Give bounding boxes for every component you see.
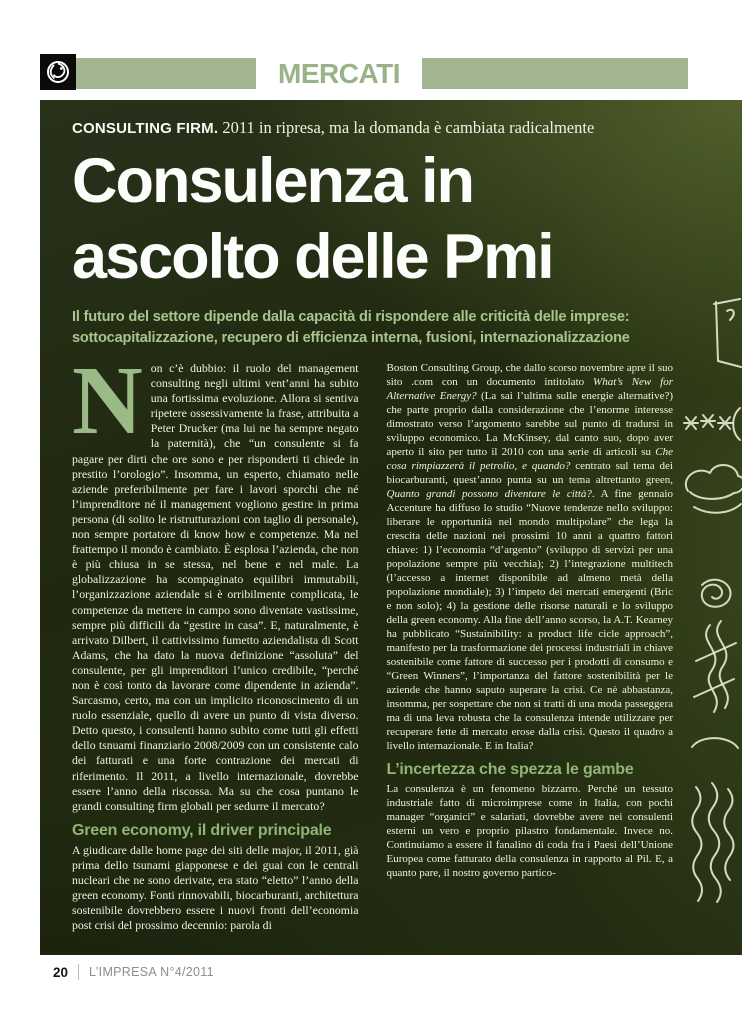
standfirst: [72, 307, 673, 349]
globe-face-icon: [43, 57, 73, 87]
body-columns: [72, 347, 674, 933]
headline-line2: ascolto delle Pmi: [72, 222, 553, 292]
masthead-bar-right: [422, 58, 688, 89]
chalk-cloud: [686, 465, 742, 499]
chalk-bracket: [714, 299, 741, 367]
standfirst-line1: Il futuro del settore dipende dalla capacità di rispondere alle criticità delle imprese:: [72, 309, 630, 325]
chalk-squiggles: [692, 783, 733, 902]
col1-paragraph-1-text: on c’è dubbio: il ruolo del management consulting negli ultimi vent’anni ha subito una fortissima evoluzione. Allora si sentiva ripetere ossessivamente la frase, attribuita a Peter Drucker (ma lui ne ha sempre negato la paternità), che “un consulente si fa pagare per dirti che ore sono e per risponderti ti chiede in prestito l’orologio”. Insomma, un esperto, chiamato nelle aziende preferibilmente per fare i lavori sporchi che né l’imprenditore né il management vogliono gestire in prima persona (di solito le ristrutturazioni con taglio di personale), non sempre portatore di know how e competenze. Ma nel frattempo il mondo è cambiato. È esplosa l’azienda, che non è più chiusa in se stessa, nel bene e nel male. La globalizzazione ha scompaginato equilibri immutabili, l’organizzazione aziendale si è orribilmente complicata, le competenze da mettere in campo sono diventate vastissime, sempre più difficili da “gestire in casa”. E, naturalmente, è arrivato Dilbert, il cattivissimo fumetto aziendalista di Scott Adams, che ha dato la nuova definizione “assoluta” del consulente, per gli imprenditori l’unico credibile, “perché non è così tonto da lavorare come dipendente in azienda”. Sarcasmo, certo, ma con un implicito riconoscimento di un ruolo essenziale, quello di avere un punto di vista diverso. Detto questo, i consulenti hanno subito come tutti gli effetti dello tsnuami finanziario 2008/2009 con un consistente calo dei fatturati e una forte contrazione dei mercati di riferimento. Il 2011, a livello internazionale, dovrebbe essere l’anno della riscossa. Ma su che cosa puntano le grandi consulting firm globali per sedurre il mercato?: [72, 361, 359, 813]
chalk-asterisks: [684, 408, 740, 440]
footer: [53, 962, 214, 982]
article-headline: [72, 143, 673, 295]
col1-paragraph-2: A giudicare dalle home page dei siti delle major, il 2011, già prima dello tsunami giapponese e dei guai con le centrali nucleari che ne sono derivate, era stato “eletto” l’anno della green economy. Fonti rinnovabili, biocarburanti, architettura sostenibile dovrebbero essere i nuovi fronti dell’economia post crisi del prossimo decennio: parola di: [72, 842, 359, 933]
chalk-dollar-sketch: [692, 621, 738, 748]
section-heading-green-economy: Green economy, il driver principale: [72, 821, 332, 839]
page-number: 20: [53, 964, 69, 980]
article-board: [40, 100, 742, 955]
col2-paragraph-2: La consulenza è un fenomeno bizzarro. Perché un tessuto industriale fatto di microimprese come in Italia, con pochi manager “organici” e salariati, dovrebbe avere nei consulenti esterni un vero e proprio pilastro fondamentale. Invece no. Continuiamo a essere il fanalino di coda fra i Paesi dell’Unione Europea come fatturato della consulenza in rapporto al Pil. E, a quanto pare, il nostro governo partico-: [386, 783, 673, 879]
headline-line1: Consulenza in: [72, 146, 474, 216]
kicker-label: CONSULTING FIRM.: [72, 120, 219, 137]
kicker-text: 2011 in ripresa, ma la domanda è cambiata radicalmente: [222, 118, 595, 137]
section-title: MERCATI: [278, 58, 400, 89]
chalk-cloud-swish: [694, 504, 741, 513]
section-heading-incertezza: L’incertezza che spezza le gambe: [386, 761, 634, 778]
chalk-bracket-squiggle: [727, 310, 734, 320]
chalk-doodles: [682, 295, 742, 945]
standfirst-line2: sottocapitalizzazione, recupero di efficienza interna, fusioni, internazionalizzazione: [72, 330, 630, 346]
magazine-logo: [40, 54, 76, 90]
column-2: [387, 361, 674, 933]
col1-paragraph-1: [72, 347, 359, 814]
masthead-bar-left: [76, 58, 256, 89]
masthead: [40, 58, 688, 89]
column-1: [72, 347, 359, 933]
chalk-spiral: [702, 580, 731, 607]
col2-paragraph-1: Boston Consulting Group, che dallo scorso novembre apre il suo sito .com con un documento intitolato What’s New for Alternative Energy? (La sai l’ultima sulle energie alternative?) che parte proprio dalla considerazione che l’enorme interesse dimostrato verso l’argomento sarebbe sul punto di tradursi in sviluppo economico. La McKinsey, dal canto suo, dopo aver aperto il sito per tutto il 2010 con una serie di articoli su Che cosa rimpiazzerà il petrolio, e quando? centrato sul tema dei biocarburanti, quest’anno punta su un tema altrettanto green, Quanto grandi possono diventare le città?. A fine gennaio Accenture ha diffuso lo studio “Nuove tendenze nello sviluppo: liberare le opportunità nel mondo multipolare” che lega la crescita delle nazioni nei prossimi 10 anni a quattro fattori chiave: 1) l’economia “d’argento” (sviluppo di servizi per una popolazione sempre più vecchia); 2) l’integrazione multitech (l’accesso a internet disponibile ad almeno metà della popolazione mondiale); 3) l’impeto dei mercati emergenti (Bric e non solo); 4) la gestione delle risorse naturali e lo sviluppo della green economy. Alla fine dell’anno scorso, la A.T. Kearney ha pubblicato “Sustainibility: a product life cicle approach”, manifesto per la trasformazione dei processi industriali in chiave sostenibile come fattore di successo per i prodotti di consumo e “Green Winners”, l’importanza del fattore sostenibilità per le aziende che hanno saputo superare la crisi. Ce nè abbastanza, insomma, per sospettare che non si tratti di una moda passeggera ma di una leva robusta che la consulenza intende utilizzare per recuperare fette di mercato erose dalla crisi. Questo il quadro a livello internazionale. E in Italia?: [386, 362, 674, 752]
drop-cap: N: [72, 347, 143, 455]
issue-label: L’IMPRESA N°4/2011: [78, 964, 214, 980]
kicker: [72, 118, 673, 139]
